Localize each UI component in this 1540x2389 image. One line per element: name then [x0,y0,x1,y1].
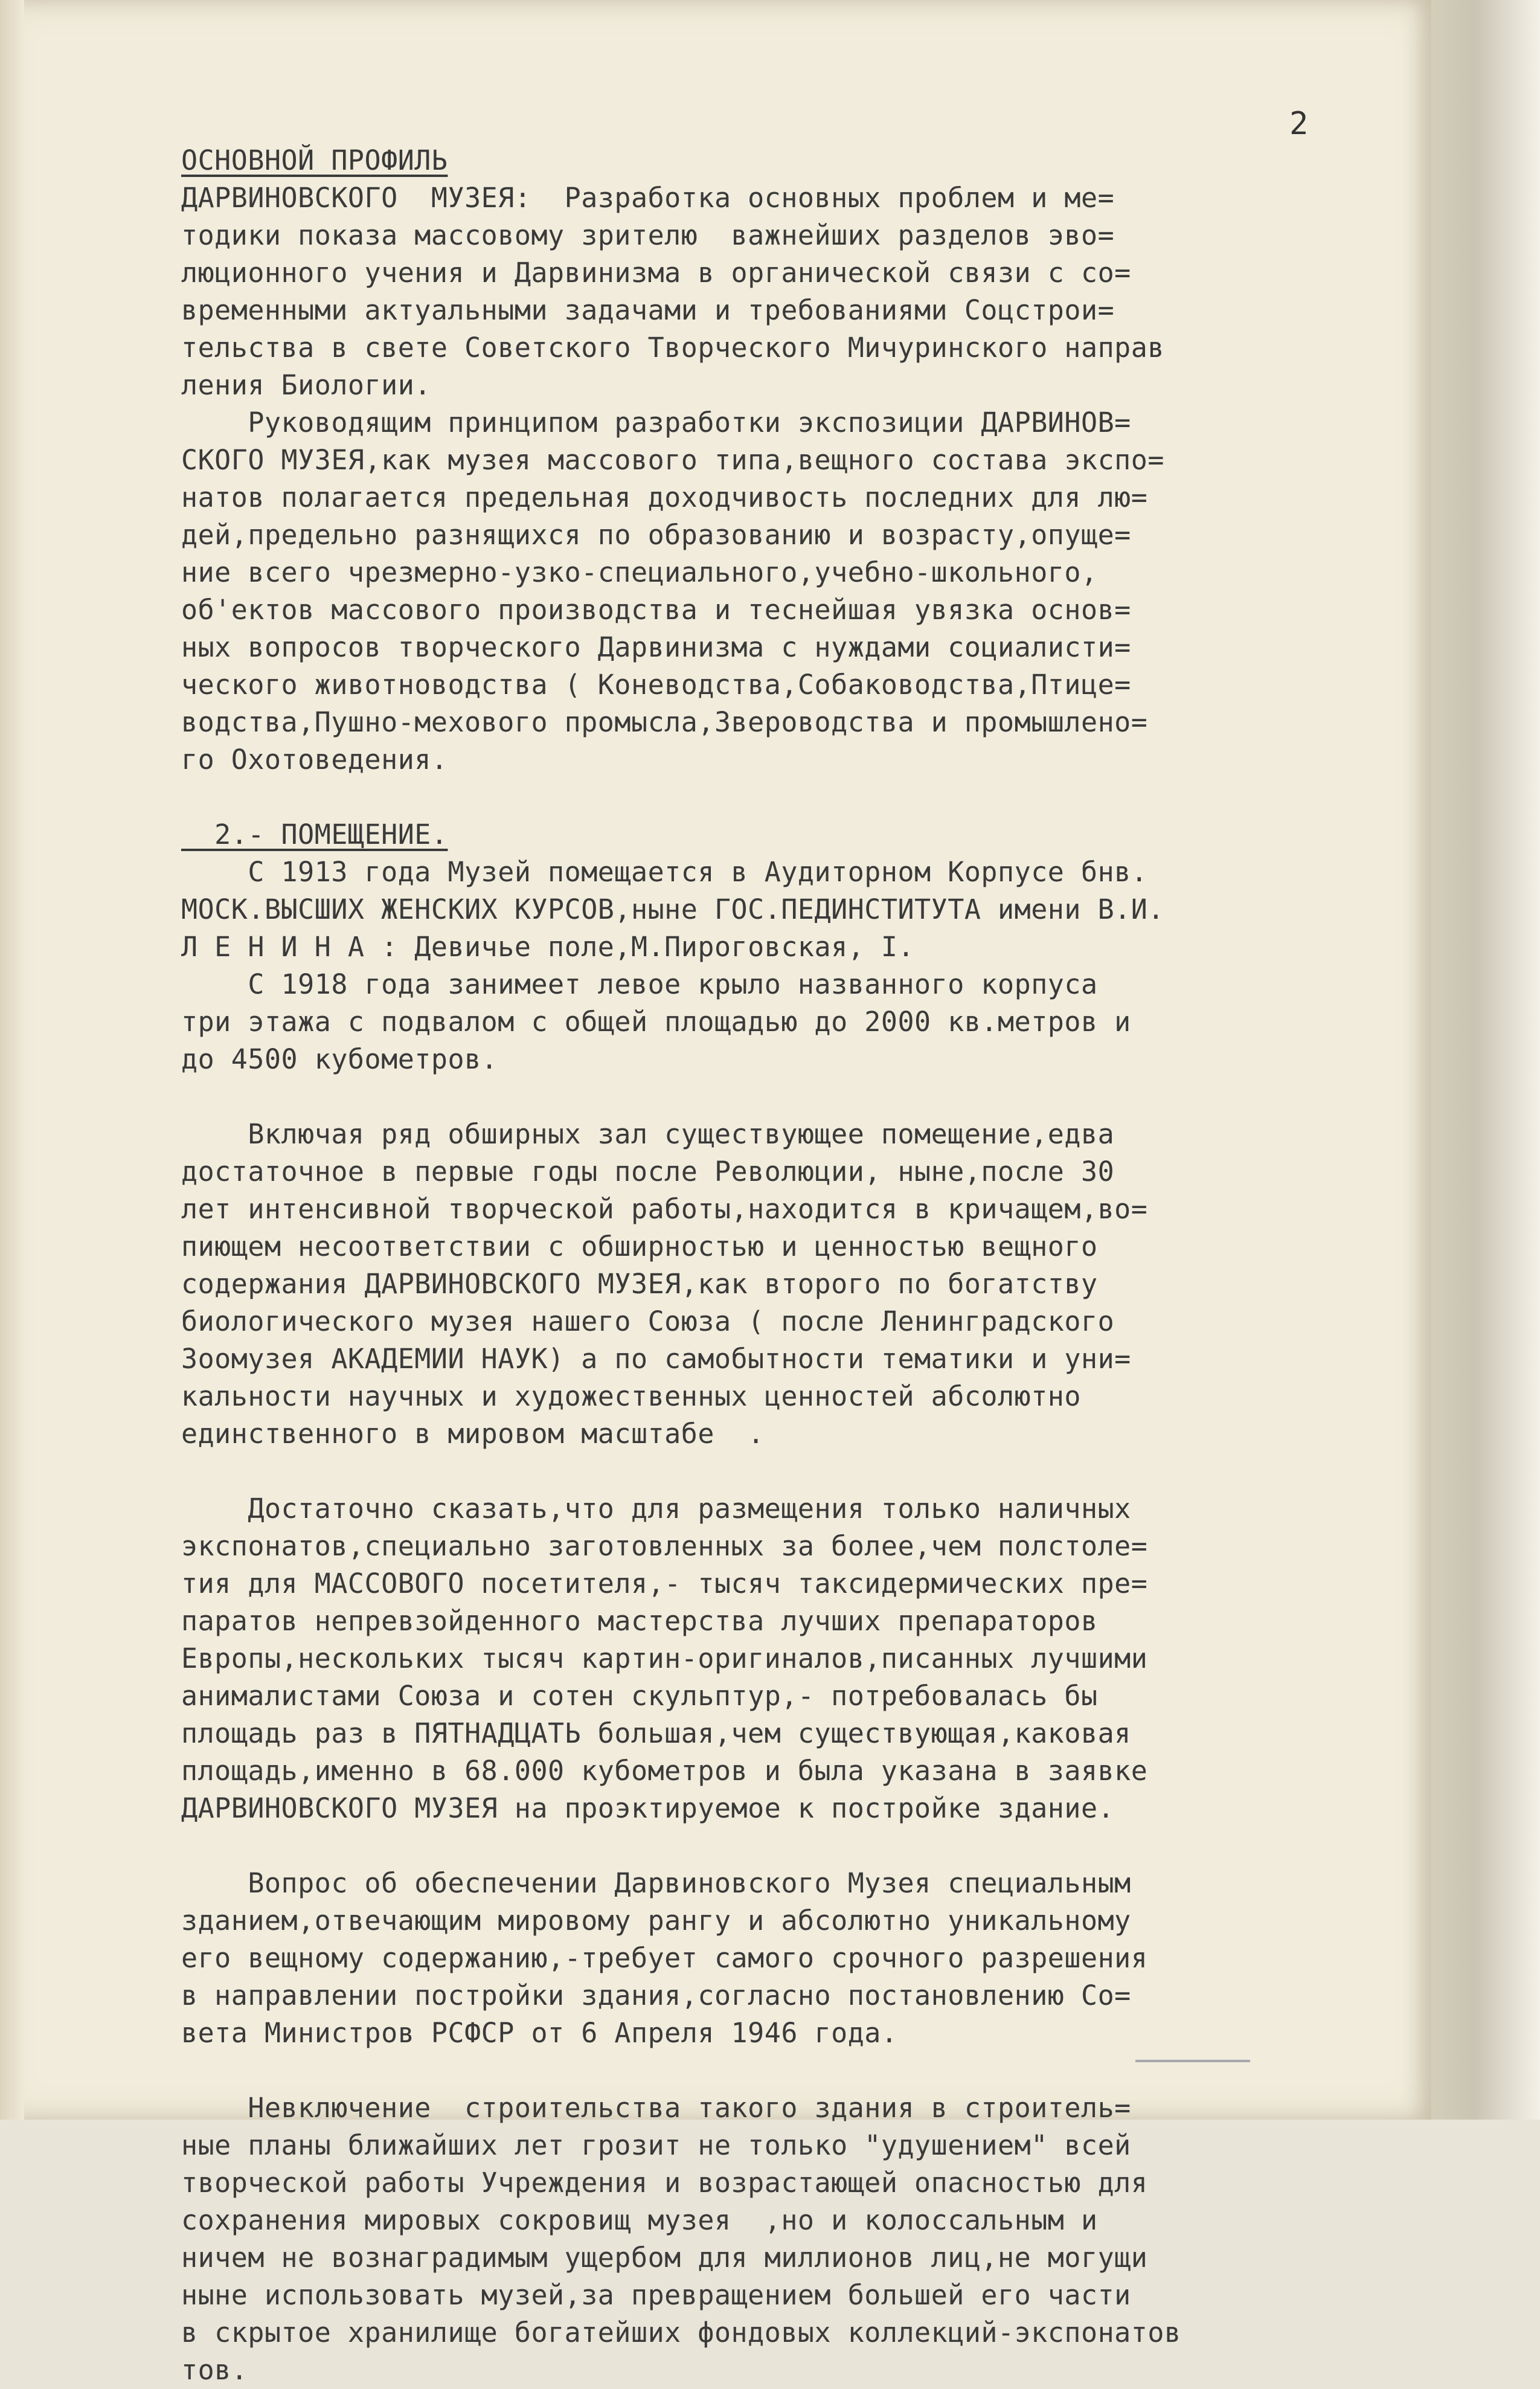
text-line: ные планы ближайших лет грозит не только "удушением" всей [181,2129,1131,2161]
text-line: ДАРВИНОВСКОГО МУЗЕЯ: Разработка основных проблем и ме= [181,182,1115,214]
text-line: С 1913 года Музей помещается в Аудиторном Корпусе бнв. [181,856,1148,888]
text-line: содержания ДАРВИНОВСКОГО МУЗЕЯ,как второго по богатству [181,1268,1098,1300]
text-line: Вопрос об обеспечении Дарвиновского Музея специальным [181,1867,1131,1899]
text-line: тия для МАССОВОГО посетителя,- тысяч таксидермических пре= [181,1567,1148,1600]
text-line: единственного в мировом масштабе . [181,1418,765,1450]
text-line: Достаточно сказать,что для размещения только наличных [181,1493,1131,1525]
text-line: лет интенсивной творческой работы,находится в кричащем,во= [181,1193,1148,1225]
text-line: тельства в свете Советского Творческого Мичуринского направ [181,332,1164,364]
text-line: вета Министров РСФСР от 6 Апреля 1946 года. [181,2017,898,2049]
text-line: го Охотоведения. [181,744,448,776]
text-line: ных вопросов творческого Дарвинизма с нуждами социалисти= [181,631,1131,663]
text-line: творческой работы Учреждения и возрастающей опасностью для [181,2167,1148,2199]
text-line: его вещному содержанию,-требует самого срочного разрешения [181,1942,1148,1974]
text-line: Невключение строительства такого здания в строитель= [181,2092,1131,2124]
text-line: СКОГО МУЗЕЯ,как музея массового типа,вещного состава экспо= [181,444,1164,476]
typewritten-text [181,142,1389,2389]
stamp-mark [1135,2060,1250,2098]
text-line: ДАРВИНОВСКОГО МУЗЕЯ на проэктируемое к постройке здание. [181,1792,1115,1824]
page-number: 2 [1289,106,1309,142]
text-line: ческого животноводства ( Коневодства,Собаководства,Птице= [181,669,1131,701]
text-line: в скрытое хранилище богатейших фондовых коллекций-экспонатов [181,2317,1181,2349]
text-line: ления Биологии. [181,369,431,401]
text-line [181,1827,1389,1865]
text-line: ничем не вознаградимым ущербом для миллионов лиц,не могущи [181,2242,1148,2274]
text-line: зданием,отвечающим мировому рангу и абсолютно уникальному [181,1905,1131,1937]
text-line: натов полагается предельная доходчивость последних для лю= [181,481,1148,513]
text-line: люционного учения и Дарвинизма в органической связи с со= [181,257,1131,289]
text-line [181,1078,1389,1116]
text-line: С 1918 года занимеет левое крыло названного корпуса [181,968,1098,1000]
scanner-background [1431,0,1540,2120]
text-line: ние всего чрезмерно-узко-специального,учебно-школьного, [181,556,1098,588]
text-line: водства,Пушно-мехового промысла,Звероводства и промышлено= [181,706,1148,738]
text-line: сохранения мировых сокровищ музея ,но и колоссальным и [181,2204,1098,2236]
text-line: Включая ряд обширных зал существующее помещение,едва [181,1118,1115,1150]
text-line: экспонатов,специально заготовленных за более,чем полстоле= [181,1530,1148,1562]
text-line: тов. [181,2354,248,2386]
text-line: тодики показа массовому зрителю важнейших разделов эво= [181,219,1115,251]
text-line [181,1453,1389,1490]
text-line: в направлении постройки здания,согласно постановлению Со= [181,1979,1131,2011]
text-line [181,779,1389,816]
text-line: паратов непревзойденного мастерства лучших препараторов [181,1605,1098,1637]
text-line: кальности научных и художественных ценностей абсолютно [181,1380,1081,1412]
text-line: Руководящим принципом разработки экспозиции ДАРВИНОВ= [181,407,1131,439]
text-line: до 4500 кубометров. [181,1043,498,1075]
text-line: Европы,нескольких тысяч картин-оригиналов,писанных лучшими [181,1642,1148,1674]
text-line: временными актуальными задачами и требованиями Соцстрои= [181,294,1115,326]
text-line: 2.- ПОМЕЩЕНИЕ. [181,818,448,850]
text-line: площадь раз в ПЯТНАДЦАТЬ большая,чем существующая,каковая [181,1717,1131,1749]
text-line: об'ектов массового производства и теснейшая увязка основ= [181,594,1131,626]
text-line: пиющем несоответствии с обширностью и ценностью вещного [181,1230,1098,1262]
paper-left-margin [0,0,24,2120]
text-line: три этажа с подвалом с общей площадью до 2000 кв.метров и [181,1006,1131,1038]
text-line: Л Е Н И Н А : Девичье поле,М.Пироговская, I. [181,931,915,963]
text-line: Зоомузея АКАДЕМИИ НАУК) а по самобытности тематики и уни= [181,1343,1131,1375]
text-line: биологического музея нашего Союза ( после Ленинградского [181,1305,1115,1337]
text-line: анималистами Союза и сотен скульптур,- потребовалась бы [181,1680,1098,1712]
text-line: МОСК.ВЫСШИХ ЖЕНСКИХ КУРСОВ,ныне ГОС.ПЕДИНСТИТУТА имени В.И. [181,893,1164,925]
text-line: ОСНОВНОЙ ПРОФИЛЬ [181,144,448,176]
text-line: ныне использовать музей,за превращением большей его части [181,2279,1131,2311]
text-line: площадь,именно в 68.000 кубометров и была указана в заявке [181,1755,1148,1787]
text-line: достаточное в первые годы после Революции, ныне,после 30 [181,1156,1115,1188]
text-line: дей,предельно разнящихся по образованию и возрасту,опуще= [181,519,1131,551]
